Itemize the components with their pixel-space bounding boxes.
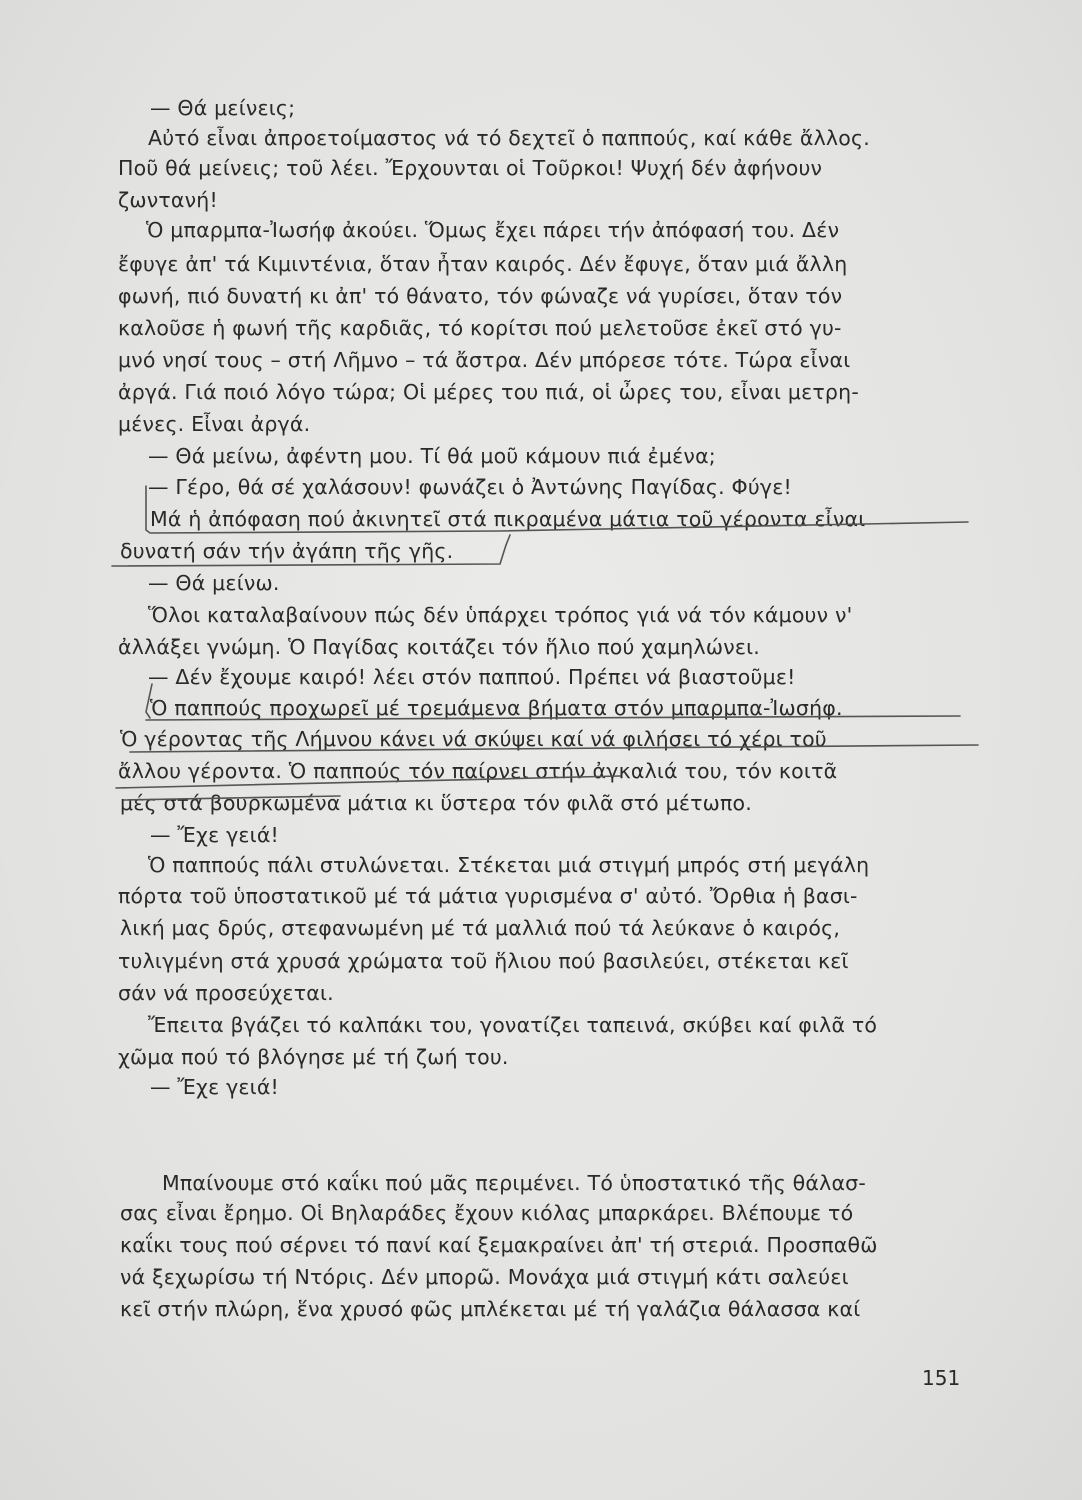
text-line: — Γέρο, θά σέ χαλάσουν! φωνάζει ὁ Ἀντώνης Παγίδας. Φύγε! xyxy=(148,475,792,499)
text-line: — Θά μείνω. xyxy=(148,571,280,595)
text-line: Μπαίνουμε στό καΐκι πού μᾶς περιμένει. Τό ὑποστατικό τῆς θάλασ- xyxy=(162,1171,866,1195)
text-line: δυνατή σάν τήν ἀγάπη τῆς γῆς. xyxy=(120,539,454,563)
text-line: κεῖ στήν πλώρη, ἕνα χρυσό φῶς μπλέκεται μέ τή γαλάζια θάλασσα καί xyxy=(120,1297,861,1321)
text-line: μένες. Εἶναι ἀργά. xyxy=(118,412,311,436)
text-line: Ὁ μπαρμπα-Ἰωσήφ ἀκούει. Ὅμως ἔχει πάρει τήν ἀπόφασή του. Δέν xyxy=(146,218,840,242)
text-line: τυλιγμένη στά χρυσά χρώματα τοῦ ἥλιου πού βασιλεύει, στέκεται κεῖ xyxy=(118,949,849,973)
text-line: ἔφυγε ἀπ' τά Κιμιντένια, ὅταν ἦταν καιρός. Δέν ἔφυγε, ὅταν μιά ἄλλη xyxy=(118,252,848,276)
text-line: νά ξεχωρίσω τή Ντόρις. Δέν μπορῶ. Μονάχα μιά στιγμή κάτι σαλεύει xyxy=(120,1265,849,1289)
text-line: μές στά βουρκωμένα μάτια κι ὕστερα τόν φιλᾶ στό μέτωπο. xyxy=(120,791,753,815)
text-line: ἀλλάξει γνώμη. Ὁ Παγίδας κοιτάζει τόν ἥλιο πού χαμηλώνει. xyxy=(118,635,760,659)
text-line: — Ἔχε γειά! xyxy=(150,1075,279,1099)
text-line: λική μας δρύς, στεφανωμένη μέ τά μαλλιά πού τά λεύκανε ὁ καιρός, xyxy=(120,916,841,940)
text-line: ζωντανή! xyxy=(118,188,218,212)
text-line: φωνή, πιό δυνατή κι ἀπ' τό θάνατο, τόν φώναζε νά γυρίσει, ὅταν τόν xyxy=(118,284,843,308)
text-line: σας εἶναι ἔρημο. Οἱ Βηλαράδες ἔχουν κιόλας μπαρκάρει. Βλέπουμε τό xyxy=(120,1201,854,1225)
text-line: μνό νησί τους – στή Λῆμνο – τά ἄστρα. Δέν μπόρεσε τότε. Τώρα εἶναι xyxy=(118,348,851,372)
text-line: — Θά μείνεις; xyxy=(150,96,296,120)
text-line: Μά ἡ ἀπόφαση πού ἀκινητεῖ στά πικραμένα μάτια τοῦ γέροντα εἶναι xyxy=(150,507,866,531)
text-line: χῶμα πού τό βλόγησε μέ τή ζωή του. xyxy=(118,1045,509,1069)
text-line: ἀργά. Γιά ποιό λόγο τώρα; Οἱ μέρες του πιά, οἱ ὦρες του, εἶναι μετρη- xyxy=(118,380,859,404)
text-line: Ἔπειτα βγάζει τό καλπάκι του, γονατίζει ταπεινά, σκύβει καί φιλᾶ τό xyxy=(148,1013,878,1037)
text-line: καΐκι τους πού σέρνει τό πανί καί ξεμακραίνει ἀπ' τή στεριά. Προσπαθῶ xyxy=(120,1233,878,1257)
text-line: — Δέν ἔχουμε καιρό! λέει στόν παππού. Πρέπει νά βιαστοῦμε! xyxy=(148,665,796,689)
text-line: Ὁ παππούς προχωρεῖ μέ τρεμάμενα βήματα στόν μπαρμπα-Ἰωσήφ. xyxy=(150,696,843,720)
text-line: πόρτα τοῦ ὑποστατικοῦ μέ τά μάτια γυρισμένα σ' αὐτό. Ὄρθια ἡ βασι- xyxy=(118,884,858,908)
text-line: καλοῦσε ἡ φωνή τῆς καρδιᾶς, τό κορίτσι πού μελετοῦσε ἐκεῖ στό γυ- xyxy=(118,316,842,340)
text-line: — Ἔχε γειά! xyxy=(150,823,279,847)
text-line: — Θά μείνω, ἀφέντη μου. Τί θά μοῦ κάμουν πιά ἐμένα; xyxy=(148,444,716,468)
text-line: Ποῦ θά μείνεις; τοῦ λέει. Ἔρχουνται οἱ Τοῦρκοι! Ψυχή δέν ἀφήνουν xyxy=(118,156,823,180)
text-line: σάν νά προσεύχεται. xyxy=(118,981,334,1005)
text-line: Ὁ παππούς πάλι στυλώνεται. Στέκεται μιά στιγμή μπρός στή μεγάλη xyxy=(148,853,870,877)
text-line: Αὐτό εἶναι ἀπροετοίμαστος νά τό δεχτεῖ ὁ παππούς, καί κάθε ἄλλος. xyxy=(148,126,870,150)
page-number: 151 xyxy=(922,1366,961,1390)
text-line: Ὁ γέροντας τῆς Λήμνου κάνει νά σκύψει καί νά φιλήσει τό χέρι τοῦ xyxy=(120,727,827,751)
text-line: ἄλλου γέροντα. Ὁ παππούς τόν παίρνει στήν ἀγκαλιά του, τόν κοιτᾶ xyxy=(118,759,838,783)
text-line: Ὅλοι καταλαβαίνουν πώς δέν ὑπάρχει τρόπος γιά νά τόν κάμουν ν' xyxy=(148,603,853,627)
